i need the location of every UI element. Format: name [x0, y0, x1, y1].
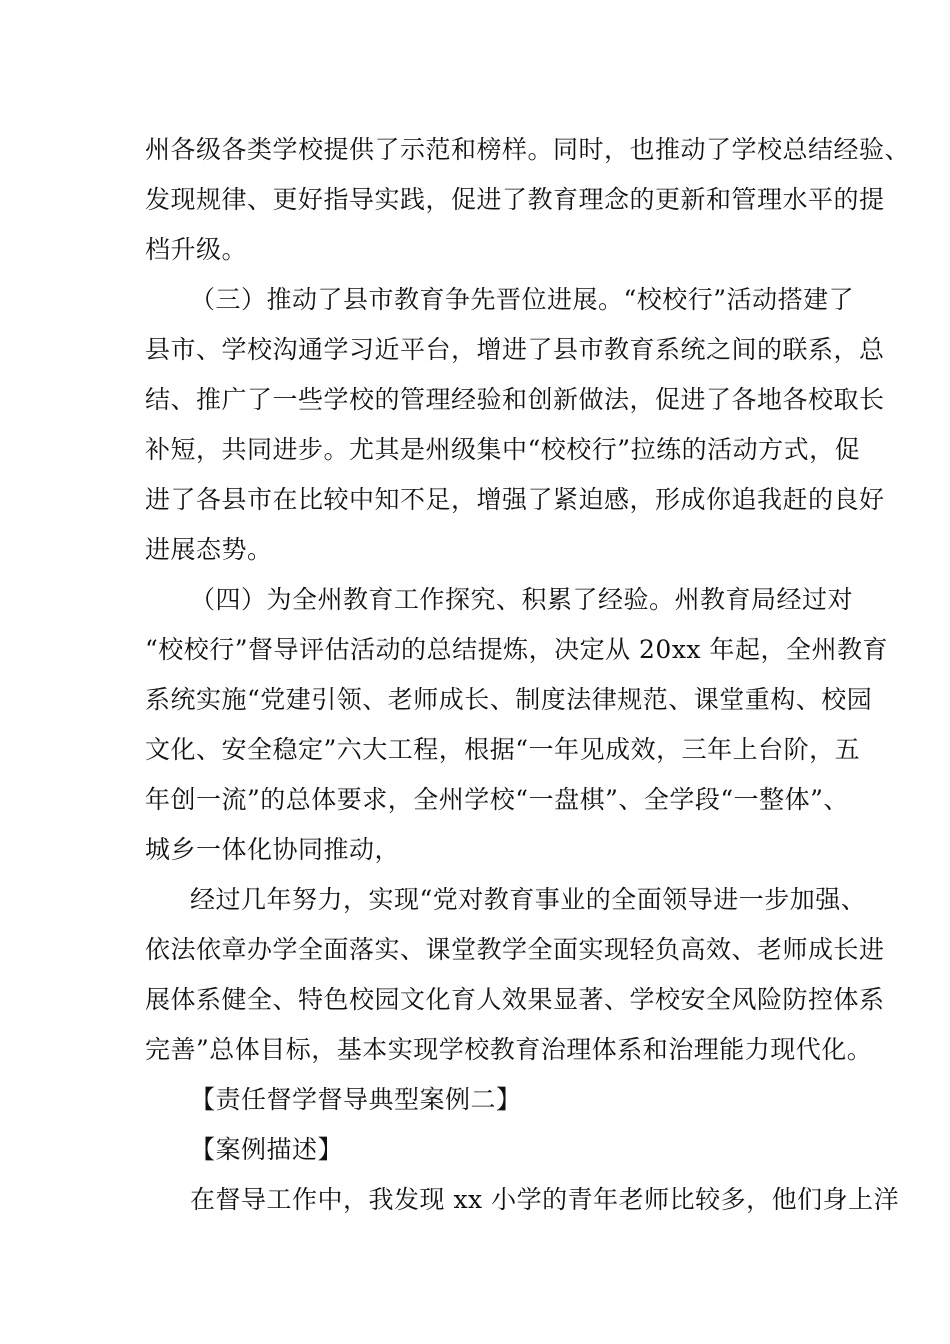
text-line: 补短，共同进步。尤其是州级集中“校校行”拉练的活动方式，促 [145, 435, 861, 464]
text-line: 文化、安全稳定”六大工程，根据“一年见成效，三年上台阶，五 [145, 735, 861, 764]
text-line: 档升级。 [145, 235, 248, 264]
text-line: 城乡一体化协同推动， [145, 835, 401, 864]
text-line: “校校行”督导评估活动的总结提炼，决定从 20xx 年起，全州教育 [145, 635, 888, 664]
paragraph-start-line: （三）推动了县市教育争先晋位进展。“校校行”活动搭建了 [190, 285, 855, 314]
text-line: 州各级各类学校提供了示范和榜样。同时，也推动了学校总结经验、 [145, 135, 911, 164]
text-line: 结、推广了一些学校的管理经验和创新做法，促进了各地各校取长 [145, 385, 885, 414]
text-line: 发现规律、更好指导实践，促进了教育理念的更新和管理水平的提 [145, 185, 885, 214]
text-line: 系统实施“党建引领、老师成长、制度法律规范、课堂重构、校园 [145, 685, 873, 714]
paragraph-start-line: （四）为全州教育工作探究、积累了经验。州教育局经过对 [190, 585, 854, 614]
text-line: 完善”总体目标，基本实现学校教育治理体系和治理能力现代化。 [145, 1035, 873, 1064]
text-line: 展体系健全、特色校园文化育人效果显著、学校安全风险防控体系 [145, 985, 885, 1014]
text-line: 进展态势。 [145, 535, 273, 564]
paragraph-start-line: 经过几年努力，实现“党对教育事业的全面领导进一步加强、 [190, 885, 867, 914]
text-line: 年创一流”的总体要求，全州学校“一盘棋”、全学段“一整体”、 [145, 785, 849, 814]
text-line: 县市、学校沟通学习近平台，增进了县市教育系统之间的联系，总 [145, 335, 885, 364]
text-line: 进了各县市在比较中知不足，增强了紧迫感，形成你追我赶的良好 [145, 485, 885, 514]
subsection-heading: 【案例描述】 [190, 1135, 344, 1164]
paragraph-start-line: 在督导工作中，我发现 xx 小学的青年老师比较多，他们身上洋 [190, 1185, 900, 1214]
section-heading: 【责任督学督导典型案例二】 [190, 1085, 522, 1114]
text-line: 依法依章办学全面落实、课堂教学全面实现轻负高效、老师成长进 [145, 935, 885, 964]
